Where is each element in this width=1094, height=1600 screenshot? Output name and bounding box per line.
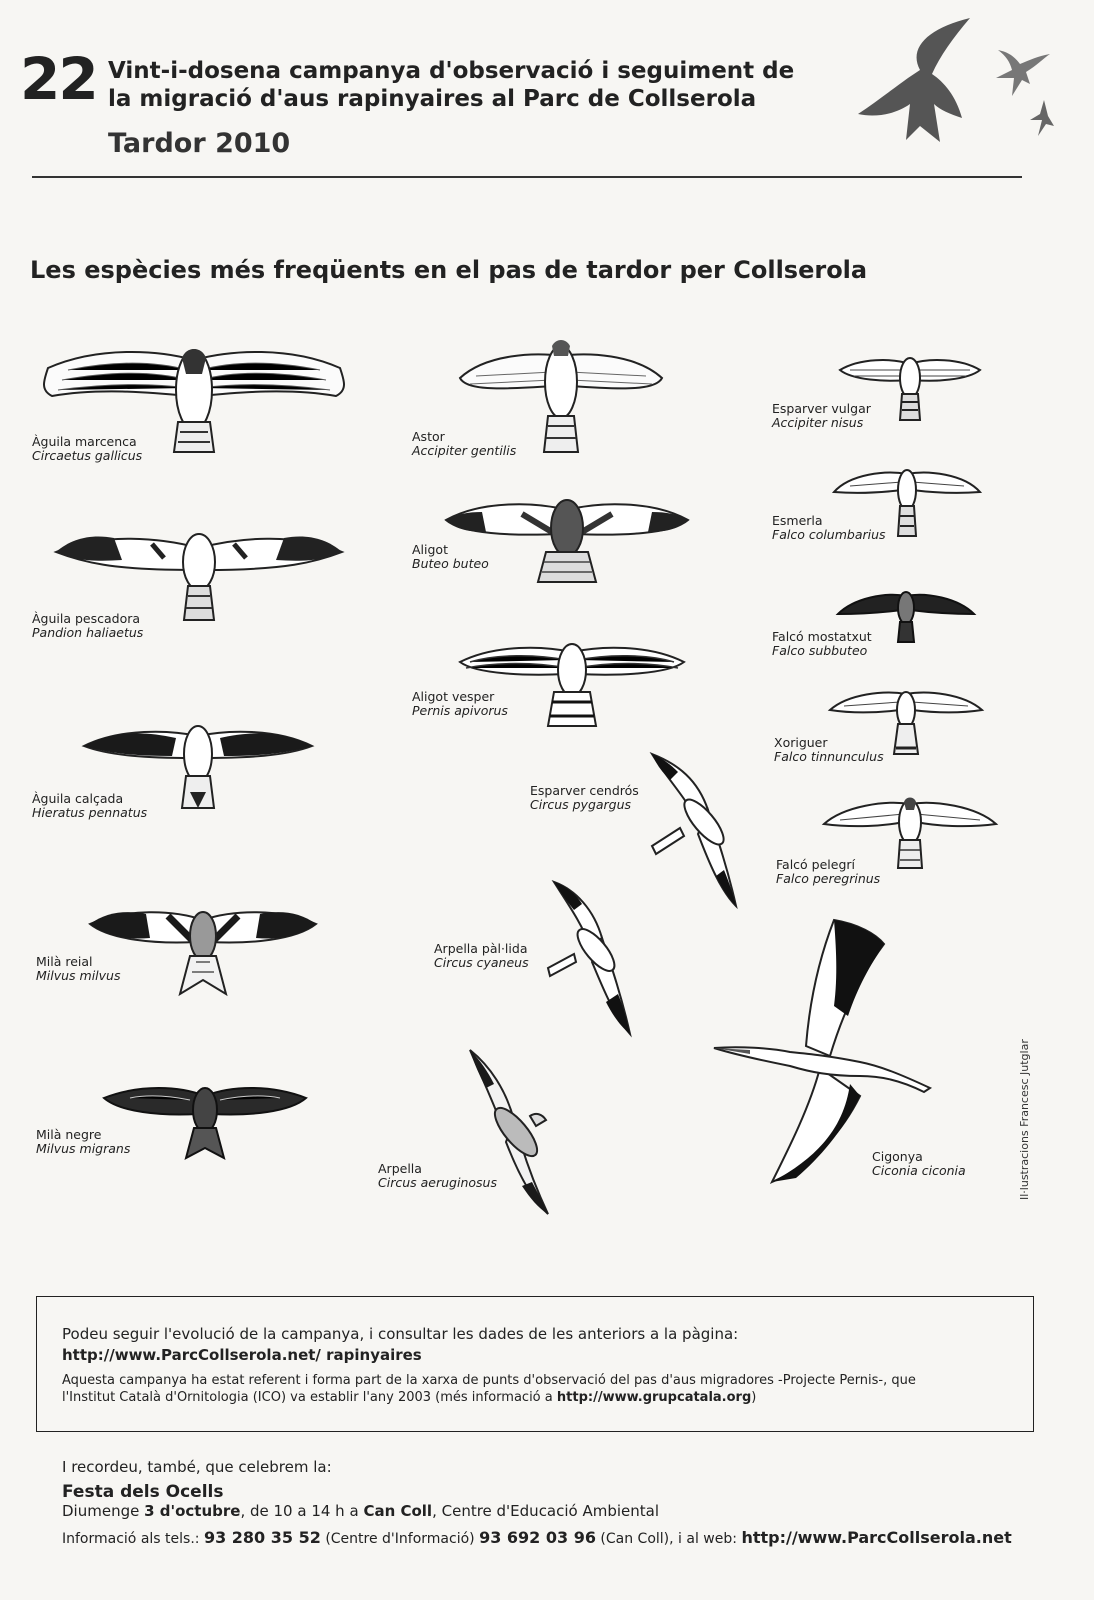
common-name: Milà reial — [36, 954, 93, 969]
bird-illustration-mila-negre — [100, 1080, 310, 1160]
header-bird-medium-icon — [992, 44, 1052, 100]
common-name: Esparver vulgar — [772, 401, 871, 416]
common-name: Falcó pelegrí — [776, 857, 856, 872]
scientific-name: Milvus migrans — [36, 1141, 131, 1156]
scientific-name: Ciconia ciconia — [872, 1163, 966, 1178]
species-label-aguila-marcenca — [32, 435, 142, 463]
header-divider — [32, 176, 1022, 178]
event-date: 3 d'octubre — [144, 1502, 241, 1520]
event-place-desc: , Centre d'Educació Ambiental — [432, 1502, 660, 1520]
species-label-falco-pelegri — [776, 858, 880, 886]
page-title — [108, 57, 794, 113]
bird-illustration-esparver-cendros — [648, 750, 744, 910]
contact-line — [62, 1528, 1012, 1547]
common-name: Arpella — [378, 1161, 422, 1176]
event-place: Can Coll — [363, 1502, 433, 1520]
contact-prefix: Informació als tels.: — [62, 1531, 200, 1547]
title-line-2: la migració d'aus rapinyaires al Parc de Collserola — [108, 86, 757, 112]
project-note-line-2: l'Institut Català d'Ornitologia (ICO) va establir l'any 2003 (més informació a — [62, 1390, 553, 1405]
species-label-astor — [412, 430, 516, 458]
season-subtitle: Tardor 2010 — [108, 128, 291, 159]
event-title: Festa dels Ocells — [62, 1482, 224, 1502]
common-name: Cigonya — [872, 1149, 923, 1164]
common-name: Milà negre — [36, 1127, 102, 1142]
title-line-1: Vint-i-dosena campanya d'observació i seguiment de — [108, 58, 795, 84]
species-label-esparver-cendros — [530, 784, 639, 812]
phone-2-note: (Can Coll), — [600, 1531, 674, 1547]
scientific-name: Buteo buteo — [412, 556, 489, 571]
info-text: Podeu seguir l'evolució de la campanya, i consultar les dades de les anteriors a la pàgina: — [62, 1325, 739, 1343]
species-label-xoriguer — [774, 736, 884, 764]
project-note — [62, 1372, 1012, 1406]
section-heading: Les espècies més freqüents en el pas de tardor per Collserola — [30, 256, 868, 284]
scientific-name: Milvus milvus — [36, 968, 121, 983]
common-name: Arpella pàl·lida — [434, 941, 528, 956]
scientific-name: Circus cyaneus — [434, 955, 529, 970]
common-name: Esmerla — [772, 513, 823, 528]
common-name: Falcó mostatxut — [772, 629, 872, 644]
bird-illustration-aligot — [442, 492, 692, 586]
scientific-name: Hieratus pennatus — [32, 805, 148, 820]
scientific-name: Falco subbuteo — [772, 643, 868, 658]
bird-illustration-arpella-pallida — [546, 876, 636, 1038]
species-label-mila-negre — [36, 1128, 130, 1156]
scientific-name: Circaetus gallicus — [32, 448, 143, 463]
phone-2[interactable]: 93 692 03 96 — [479, 1528, 596, 1547]
species-label-cigonya — [872, 1150, 966, 1178]
common-name: Xoriguer — [774, 735, 828, 750]
date-prefix: Diumenge — [62, 1502, 140, 1520]
scientific-name: Accipiter nisus — [772, 415, 864, 430]
bird-illustration-aguila-pescadora — [52, 520, 346, 624]
bird-illustration-cigonya — [710, 916, 936, 1186]
scientific-name: Circus pygargus — [530, 797, 632, 812]
bird-illustration-arpella — [466, 1046, 556, 1218]
species-label-esmerla — [772, 514, 886, 542]
website-link[interactable]: http://www.ParcCollserola.net — [741, 1528, 1012, 1547]
scientific-name: Pernis apivorus — [412, 703, 508, 718]
web-prefix: i al web: — [678, 1531, 737, 1547]
scientific-name: Falco tinnunculus — [774, 749, 884, 764]
reminder-text: I recordeu, també, que celebrem la: — [62, 1458, 332, 1476]
species-label-esparver-vulgar — [772, 402, 871, 430]
phone-1-note: (Centre d'Informació) — [325, 1531, 475, 1547]
project-note-line-1: Aquesta campanya ha estat referent i forma part de la xarxa de punts d'observació del pas d'aus migradores -Projecte Pernis-, que — [62, 1373, 916, 1388]
scientific-name: Falco peregrinus — [776, 871, 881, 886]
common-name: Aligot — [412, 542, 448, 557]
project-note-close: ) — [751, 1390, 757, 1405]
common-name: Àguila marcenca — [32, 434, 137, 449]
bird-illustration-mila-reial — [86, 900, 320, 996]
campaign-link[interactable]: http://www.ParcCollserola.net/ rapinyaires — [62, 1346, 422, 1364]
common-name: Esparver cendrós — [530, 783, 639, 798]
header-bird-large-icon — [858, 18, 978, 148]
species-label-aligot-vesper — [412, 690, 508, 718]
phone-1[interactable]: 93 280 35 52 — [203, 1528, 321, 1547]
illustration-credit: Il·lustracions Francesc Jutglar — [1018, 1039, 1031, 1200]
common-name: Àguila calçada — [32, 791, 124, 806]
scientific-name: Pandion haliaetus — [32, 625, 144, 640]
scientific-name: Circus aeruginosus — [378, 1175, 497, 1190]
common-name: Àguila pescadora — [32, 611, 141, 626]
issue-number: 22 — [20, 45, 97, 113]
species-label-aguila-calcada — [32, 792, 147, 820]
event-time: , de 10 a 14 h a — [240, 1502, 359, 1520]
species-label-arpella-pallida — [434, 942, 529, 970]
species-label-aligot — [412, 543, 489, 571]
common-name: Astor — [412, 429, 445, 444]
scientific-name: Accipiter gentilis — [412, 443, 517, 458]
info-box — [36, 1296, 1034, 1432]
ico-link[interactable]: http://www.grupcatala.org — [556, 1390, 752, 1405]
species-label-aguila-pescadora — [32, 612, 143, 640]
header-bird-small-icon — [1030, 100, 1056, 138]
scientific-name: Falco columbarius — [772, 527, 886, 542]
event-details — [62, 1502, 659, 1520]
common-name: Aligot vesper — [412, 689, 495, 704]
species-label-arpella — [378, 1162, 497, 1190]
species-label-mila-reial — [36, 955, 121, 983]
species-label-falco-mostatxut — [772, 630, 872, 658]
